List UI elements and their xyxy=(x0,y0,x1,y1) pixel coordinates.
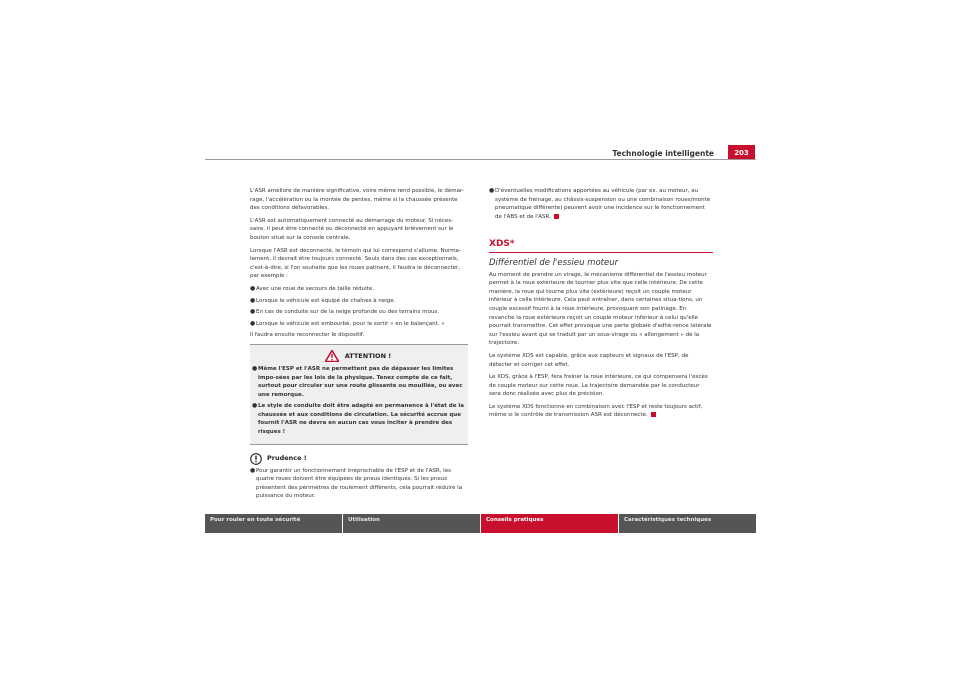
warning-triangle-icon xyxy=(325,350,339,362)
section-divider xyxy=(489,252,713,253)
warning-header xyxy=(252,350,464,362)
footer-tab-conseils[interactable]: Conseils pratiques xyxy=(481,514,618,533)
bullet-icon: ● xyxy=(489,187,495,194)
bullet-icon: ● xyxy=(252,364,258,372)
note-title: Prudence ! xyxy=(267,454,307,463)
footer-tab-securite[interactable]: Pour rouler en toute sécurité xyxy=(205,514,342,533)
footer-tab-caracteristiques[interactable]: Caractéristiques techniques xyxy=(619,514,756,533)
warning-item-text: Le style de conduite doit être adapté en permanence à l'état de la chaussée et aux conditions de circulation. La sécurité accrue que fournit l'ASR ne devra en aucun cas vous inciter à prendre des risques ! xyxy=(258,403,464,436)
paragraph: Le système XDS est capable, grâce aux capteurs et signaux de l'ESP, de détecter et corriger cet effet. xyxy=(489,352,689,368)
list-item-text: Avec une roue de secours de taille réduite. xyxy=(256,285,374,292)
paragraph: Au moment de prendre un virage, le mécanisme différentiel de l'essieu moteur permet à la roue extérieure de tourner plus vite que celle intérieure. De cette manière, la roue qui tourne plus vite (extérieure) reçoit un couple moteur inférieur à celle intérieure. Cela peut entraîner, dans certaines situa-tions, un couple excessif fourni à la roue intérieure, provoquant son patinage. En revanche la roue extérieure reçoit un couple moteur inférieur à celui qu'elle pourrait transmettre. Cet effet provoque une perte globale d'adhé-rence latérale sur l'essieu avant qui se traduit par un sous-virage ou « allongement » de la trajectoire. xyxy=(489,271,712,347)
note-item-text: Pour garantir un fonctionnement irréprochable de l'ESP et de l'ASR, les quatre roues doivent être équipées de pneus identiques. Si les pneus présentent des périmètres de roulement différents, cela pourrait réduire la puissance du moteur. xyxy=(256,467,463,500)
header-divider xyxy=(205,159,756,160)
right-column xyxy=(489,187,713,424)
page-number: 203 xyxy=(728,145,755,160)
list-item xyxy=(250,308,468,317)
paragraph-text: Le système XDS fonctionne en combinaison avec l'ESP et reste toujours actif, même si le contrôle de transmission ASR est déconnecté. xyxy=(489,403,703,419)
end-of-section-marker xyxy=(651,412,656,417)
bullet-icon: ● xyxy=(250,284,256,292)
note-header xyxy=(250,453,468,465)
list-item-text-body: D'éventuelles modifications apportées au véhicule (par ex. au moteur, au système de freinage, au châssis-suspension ou une combinaison roues/monte pneumatique différente) peuvent avoir une incidence sur le fonctionnement de l'ABS et de l'ASR. xyxy=(495,188,711,220)
list-item-text xyxy=(495,187,713,221)
list-item xyxy=(489,187,713,221)
warning-title: ATTENTION ! xyxy=(344,351,392,360)
warning-item-text: Même l'ESP et l'ASR ne permettent pas de dépasser les limites impo-sées par les lois de la physique. Tenez compte de ce fait, surtout pour circuler sur une route glissante ou mouillée, ou avec une remorque. xyxy=(258,365,463,398)
bullet-icon: ● xyxy=(252,402,258,410)
end-of-section-marker xyxy=(554,214,559,219)
note-item xyxy=(250,467,468,501)
warning-box xyxy=(250,344,468,445)
paragraph: L'ASR est automatiquement connecté au démarrage du moteur. Si néces-saire, il peut être connecté ou déconnecté en appuyant brièvement sur le bouton situé sur la console centrale. xyxy=(250,217,454,241)
paragraph: Le XDS, grâce à l'ESP, fera freiner la roue intérieure, ce qui compensera l'excès de couple moteur sur cette roue. La trajectoire demandée par le conducteur sera donc réalisée avec plus de précision. xyxy=(489,374,708,398)
list-item xyxy=(250,297,468,306)
footer-tab-utilisation[interactable]: Utilisation xyxy=(343,514,480,533)
warning-item xyxy=(252,402,464,436)
paragraph xyxy=(489,403,713,420)
bullet-icon: ● xyxy=(250,308,256,316)
list-item xyxy=(250,285,468,294)
bullet-icon: ● xyxy=(250,319,256,327)
paragraph: Il faudra ensuite reconnecter le dispositif. xyxy=(250,332,365,339)
list-item xyxy=(250,320,468,329)
section-subtitle: Différentiel de l'essieu moteur xyxy=(489,257,619,268)
left-column xyxy=(250,187,468,504)
paragraph: L'ASR améliore de manière significative, voire même rend possible, le démar-rage, l'accélération ou la montée de pentes, même si la chaussée présente des conditions défavorables. xyxy=(250,188,464,212)
list-item-text: En cas de conduite sur de la neige profonde ou des terrains mous. xyxy=(256,309,439,316)
section-title: XDS* xyxy=(489,239,515,250)
bullet-icon: ● xyxy=(250,296,256,304)
list-item-text: Lorsque le véhicule est embourbé, pour le sortir « en le balançant. » xyxy=(256,320,445,327)
paragraph: Lorsque l'ASR est déconnecté, le témoin qui lui correspond s'allume. Norma-lement, il devrait être toujours connecté. Seuls dans des cas exceptionnels, c'est-à-dire, si l'on souhaite que les roues patinent, il faudra le déconnecter, par exemple : xyxy=(250,247,461,280)
exclamation-circle-icon xyxy=(250,453,262,465)
warning-item xyxy=(252,365,464,399)
running-header-title: Technologie intelligente xyxy=(612,149,714,158)
list-item-text: Lorsque le véhicule est équipé de chaînes à neige. xyxy=(256,297,396,304)
bullet-icon: ● xyxy=(250,466,256,474)
